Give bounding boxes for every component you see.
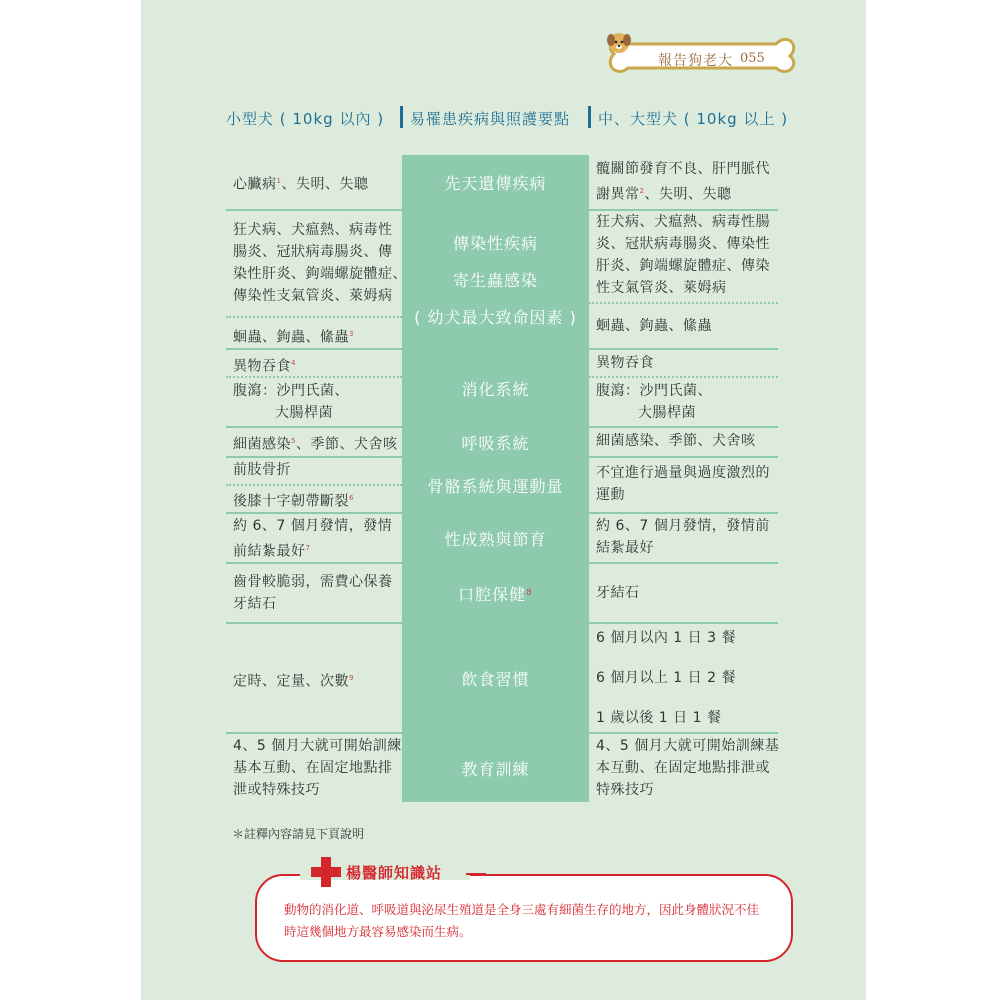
small-oral-text: 齒骨較脆弱，需費心保養 牙結石 — [233, 574, 393, 612]
column-header-middle: 易罹患疾病與照護要點 — [410, 110, 571, 128]
page-number: 055 — [740, 51, 765, 66]
large-infectious-text: 狂犬病、犬瘟熱、病毒性腸 炎、冠狀病毒腸炎、傳染性 肝炎、鉤端螺旋體症、傳染 性支氣管炎、萊姆病 — [596, 214, 770, 296]
small-parasite-text: 蛔蟲、鉤蟲、絛蟲$^3$ — [233, 329, 354, 346]
small-diet-text: 定時、定量、次數$^9$ — [233, 673, 354, 690]
small-congenital-text: 心臟病$^1$、失明、失聰 — [233, 176, 369, 193]
column-divider — [400, 106, 403, 128]
column-divider — [588, 106, 591, 128]
small-respiratory-text: 細菌感染$^5$、季節、犬舍咳 — [233, 436, 398, 453]
column-header-small: 小型犬 ( 10kg 以內 ) — [226, 110, 385, 128]
category-congenital: 先天遺傳疾病 — [402, 155, 589, 209]
column-header-large: 中、大型犬 ( 10kg 以上 ) — [598, 110, 789, 128]
category-respiratory: 呼吸系統 — [402, 428, 589, 456]
tip-title: 楊醫師知識站 — [346, 864, 443, 882]
large-congenital-text: 髖關節發育不良、肝門脈代 謝異常$^2$、失明、失聰 — [596, 161, 770, 203]
large-digestive-diarrhea: 腹瀉：沙門氏菌、 大腸桿菌 — [596, 383, 712, 421]
category-sexual-maturity: 性成熟與節育 — [402, 514, 589, 562]
large-diet-over-1-year: 1 歲以後 1 日 1 餐 — [596, 710, 722, 726]
row-divider — [226, 732, 778, 734]
small-digestive-foreign-body: 異物吞食$^4$ — [233, 358, 296, 375]
large-oral-text: 牙結石 — [596, 585, 640, 601]
small-infectious-text: 狂犬病、犬瘟熱、病毒性 腸炎、冠狀病毒腸炎、傳 染性肝炎、鉤端螺旋體症、 傳染性支氣管炎、萊姆病 — [233, 222, 407, 304]
row-divider — [226, 456, 778, 458]
large-digestive-foreign-body: 異物吞食 — [596, 355, 654, 371]
book-title: 報告狗老大 — [658, 53, 733, 69]
category-skeletal: 骨骼系統與運動量 — [402, 458, 589, 512]
row-divider-dotted — [226, 316, 402, 318]
category-digestive: 消化系統 — [402, 350, 589, 426]
large-parasite-text: 蛔蟲、鉤蟲、絛蟲 — [596, 318, 712, 334]
category-infectious: 傳染性疾病 寄生蟲感染 ( 幼犬最大致命因素 ) — [402, 211, 589, 348]
footnote: ＊註釋內容請見下頁說明 — [232, 827, 365, 841]
row-divider-dotted — [589, 302, 778, 304]
row-divider-dotted — [226, 484, 402, 486]
row-divider-dotted — [589, 376, 778, 378]
tip-title-line — [466, 873, 486, 875]
large-sexual-maturity-text: 約 6、7 個月發情，發情前 結紮最好 — [596, 518, 770, 556]
tip-text: 動物的消化道、呼吸道與泌尿生殖道是全身三處有細菌生存的地方，因此身體狀況不佳時這幾個地方最容易感染而生病。 — [284, 902, 760, 939]
small-digestive-diarrhea: 腹瀉：沙門氏菌、 大腸桿菌 — [233, 383, 349, 421]
row-divider — [226, 622, 778, 624]
category-diet: 飲食習慣 — [402, 624, 589, 732]
large-training-text: 4、5 個月大就可開始訓練基 本互動、在固定地點排泄或 特殊技巧 — [596, 738, 780, 798]
large-skeletal-text: 不宜進行過量與過度激烈的 運動 — [596, 465, 770, 503]
small-training-text: 4、5 個月大就可開始訓練 基本互動、在固定地點排 泄或特殊技巧 — [233, 738, 402, 798]
large-diet-over-6-months: 6 個月以上 1 日 2 餐 — [596, 670, 736, 686]
small-sexual-maturity-text: 約 6、7 個月發情，發情 前結紮最好$^7$ — [233, 518, 393, 560]
large-respiratory-text: 細菌感染、季節、犬舍咳 — [596, 433, 756, 449]
dog-face-icon — [606, 30, 632, 56]
small-skeletal-fracture: 前肢骨折 — [233, 462, 291, 478]
category-oral-care: 口腔保健 8 — [402, 564, 589, 622]
category-training: 教育訓練 — [402, 734, 589, 802]
large-diet-under-6-months: 6 個月以內 1 日 3 餐 — [596, 630, 736, 646]
page-header-bone — [606, 30, 798, 88]
medical-cross-icon — [310, 856, 342, 888]
small-skeletal-ligament: 後膝十字韌帶斷裂$^6$ — [233, 493, 354, 510]
row-divider — [226, 426, 778, 428]
